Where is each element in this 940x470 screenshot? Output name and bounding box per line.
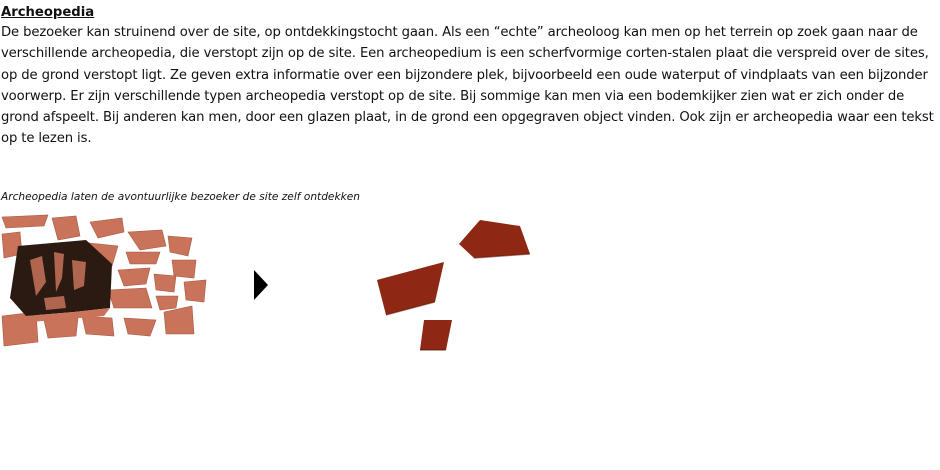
image-caption: Archeopedia laten de avontuurlijke bezoeker de site zelf ontdekken <box>1 191 360 203</box>
pottery-sherds-image <box>0 212 215 357</box>
play-arrow-icon <box>252 268 270 302</box>
article-paragraph: De bezoeker kan struinend over de site, op ontdekkingstocht gaan. Als een “echte” archeoloog kan men op het terrein op zoek gaan naar de verschillende archeopedia, die verstopt zijn op de site. Een archeopedium is een scherfvormige corten-stalen plaat die verspreid over de sites, op de grond verstopt ligt. Ze geven extra informatie over een bijzondere plek, bijvoorbeeld een oude waterput of vindplaats van een bijzonder voorwerp. Er zijn verschillende typen archeopedia verstopt op de site. Bij sommige kan men via een bodemkijker zien wat er zich onder de grond afspeelt. Bij anderen kan men, door een glazen plaat, in de grond een opgegraven object vinden. Ook zijn er archeopedia waar een tekst op te lezen is. <box>1 25 934 147</box>
corten-steel-plates-image <box>370 212 540 357</box>
article-title: Archeopedia <box>1 5 95 20</box>
